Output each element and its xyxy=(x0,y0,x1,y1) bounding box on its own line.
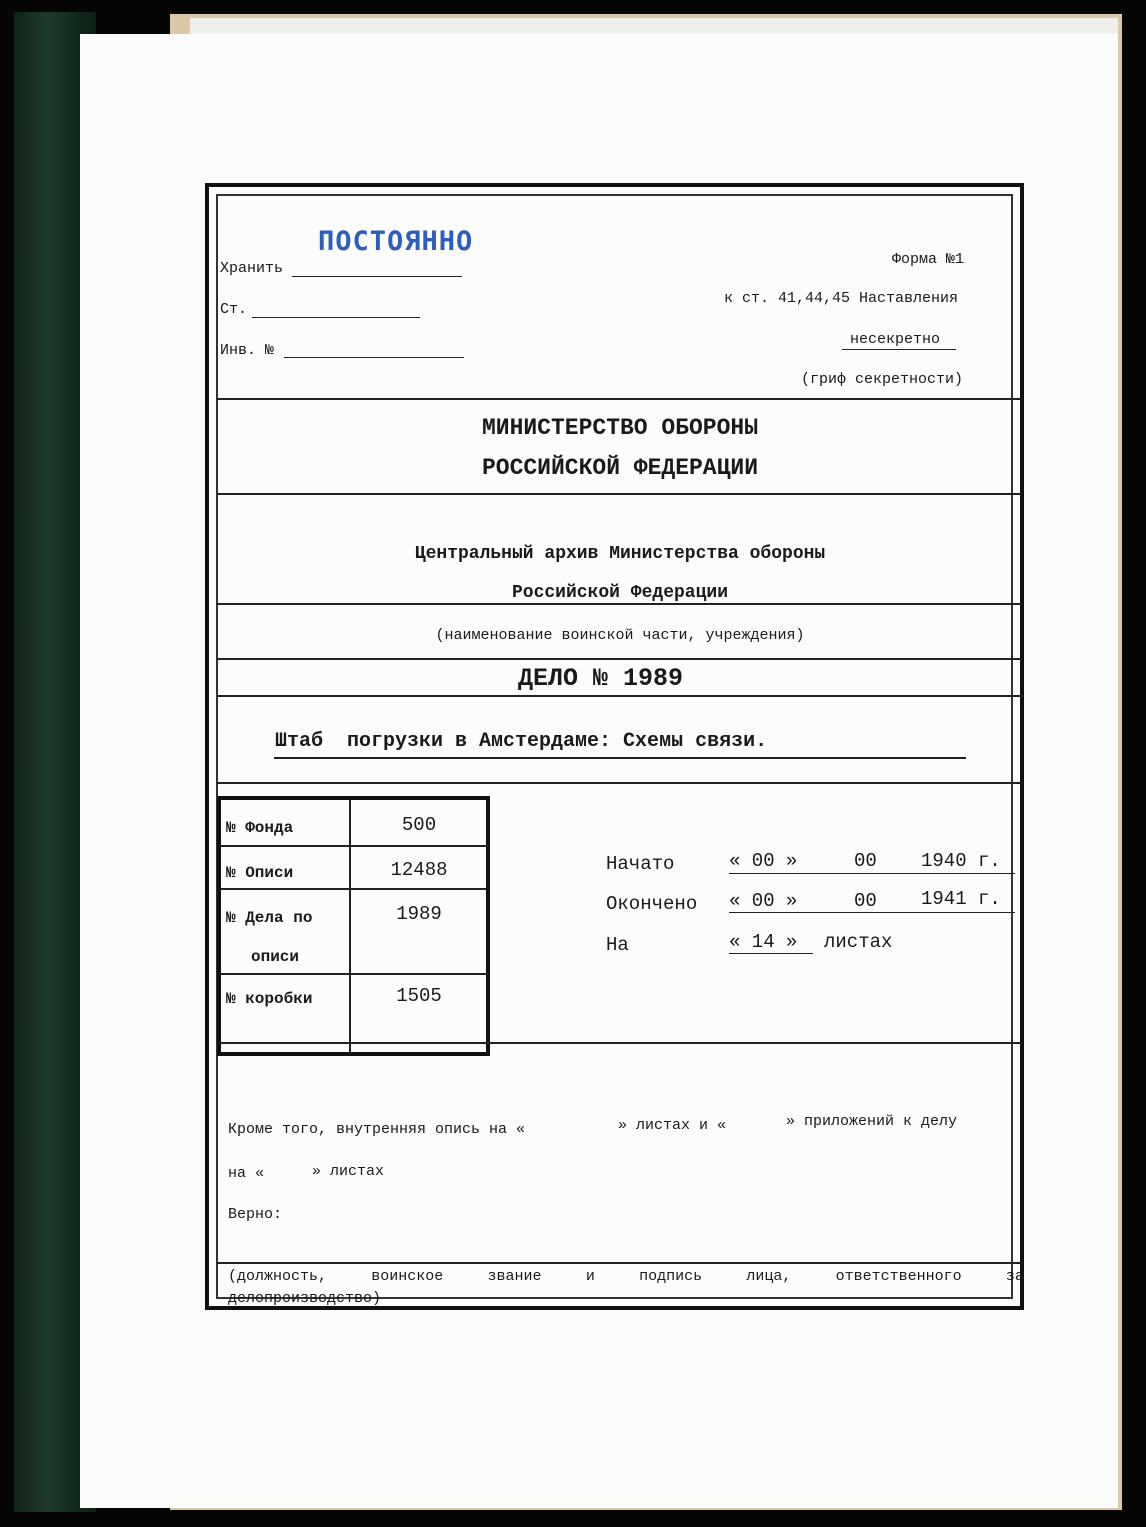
archive-line1: Центральный архив Министерства обороны xyxy=(414,544,826,564)
registry-divider xyxy=(349,800,351,1052)
on-sheets-a: на « xyxy=(228,1165,265,1182)
opis-label: № Описи xyxy=(226,864,294,882)
case-label-line2: описи xyxy=(251,948,300,966)
ended-label: Окончено xyxy=(606,893,698,915)
case-label-line1: № Дела по xyxy=(226,909,313,927)
inventory-text-b: » листах и « xyxy=(618,1117,727,1134)
inv-label: Инв. № xyxy=(220,342,275,359)
separator-1 xyxy=(217,398,1022,400)
keep-line xyxy=(292,276,462,277)
on-sheets-b: » листах xyxy=(312,1163,385,1180)
ministry-line1: МИНИСТЕРСТВО ОБОРОНЫ xyxy=(481,415,759,441)
case-number: 1989 xyxy=(623,664,684,693)
sheets-label: листах xyxy=(824,931,893,953)
separator-5 xyxy=(217,695,1022,697)
caption-word: подпись xyxy=(639,1268,703,1285)
started-label: Начато xyxy=(606,853,675,875)
separator-4 xyxy=(217,658,1022,660)
caption-word: (должность, xyxy=(228,1268,328,1285)
signature-caption xyxy=(228,1268,1024,1285)
caption-word: ответственного xyxy=(835,1268,962,1285)
archive-caption: (наименование воинской части, учреждения) xyxy=(435,627,805,644)
ministry-line2: РОССИЙСКОЙ ФЕДЕРАЦИИ xyxy=(481,455,759,481)
caption-word: лица, xyxy=(746,1268,792,1285)
registry-row-line-3 xyxy=(221,973,486,975)
ended-day: « 00 » xyxy=(729,890,798,912)
keep-label: Хранить xyxy=(220,260,284,277)
ended-month: 00 xyxy=(854,890,877,912)
fond-label: № Фонда xyxy=(226,819,294,837)
separator-3 xyxy=(217,603,1022,605)
fond-value: 500 xyxy=(401,814,437,836)
box-label: № коробки xyxy=(226,990,313,1008)
secrecy-caption: (гриф секретности) xyxy=(801,371,964,388)
storage-stamp: ПОСТОЯННО xyxy=(318,226,474,257)
caption-word: воинское xyxy=(371,1268,444,1285)
case-title xyxy=(518,664,683,693)
secrecy-line xyxy=(842,349,956,350)
on-label: На xyxy=(606,934,629,956)
signature-line xyxy=(217,1262,1022,1264)
st-label: Ст. xyxy=(220,301,248,318)
inventory-text-a: Кроме того, внутренняя опись на « xyxy=(228,1121,526,1138)
inventory-text-c: » приложений к делу xyxy=(786,1113,958,1130)
archive-line2: Российской Федерации xyxy=(511,583,729,603)
case-subject-underline xyxy=(274,757,966,759)
registry-row-line-1 xyxy=(221,845,486,847)
case-value: 1989 xyxy=(396,903,442,925)
opis-value: 12488 xyxy=(390,859,448,881)
caption-word: за xyxy=(1005,1268,1024,1285)
case-subject: Штаб погрузки в Амстердаме: Схемы связи. xyxy=(275,730,768,753)
signature-caption-line2: делопроизводство) xyxy=(228,1290,382,1307)
case-title-label: ДЕЛО № xyxy=(518,664,609,693)
ended-year: 1941 г. xyxy=(921,888,1001,910)
started-line xyxy=(729,873,1015,874)
box-value: 1505 xyxy=(396,985,442,1007)
separator-2 xyxy=(217,493,1022,495)
st-line xyxy=(252,317,420,318)
article-ref: к ст. 41,44,45 Наставления xyxy=(724,290,959,307)
caption-word: и xyxy=(585,1268,595,1285)
correct-label: Верно: xyxy=(228,1206,283,1223)
registry-row-line-2 xyxy=(221,888,486,890)
sheets-count: « 14 » xyxy=(729,931,798,953)
ended-line xyxy=(729,912,1015,913)
inv-line xyxy=(284,357,464,358)
started-month: 00 xyxy=(854,850,877,872)
form-number: Форма №1 xyxy=(892,251,965,268)
secrecy-value: несекретно xyxy=(850,331,941,348)
started-day: « 00 » xyxy=(729,850,798,872)
separator-6 xyxy=(217,782,1022,784)
sheets-line xyxy=(729,953,813,954)
started-year: 1940 г. xyxy=(921,850,1001,872)
caption-word: звание xyxy=(487,1268,542,1285)
